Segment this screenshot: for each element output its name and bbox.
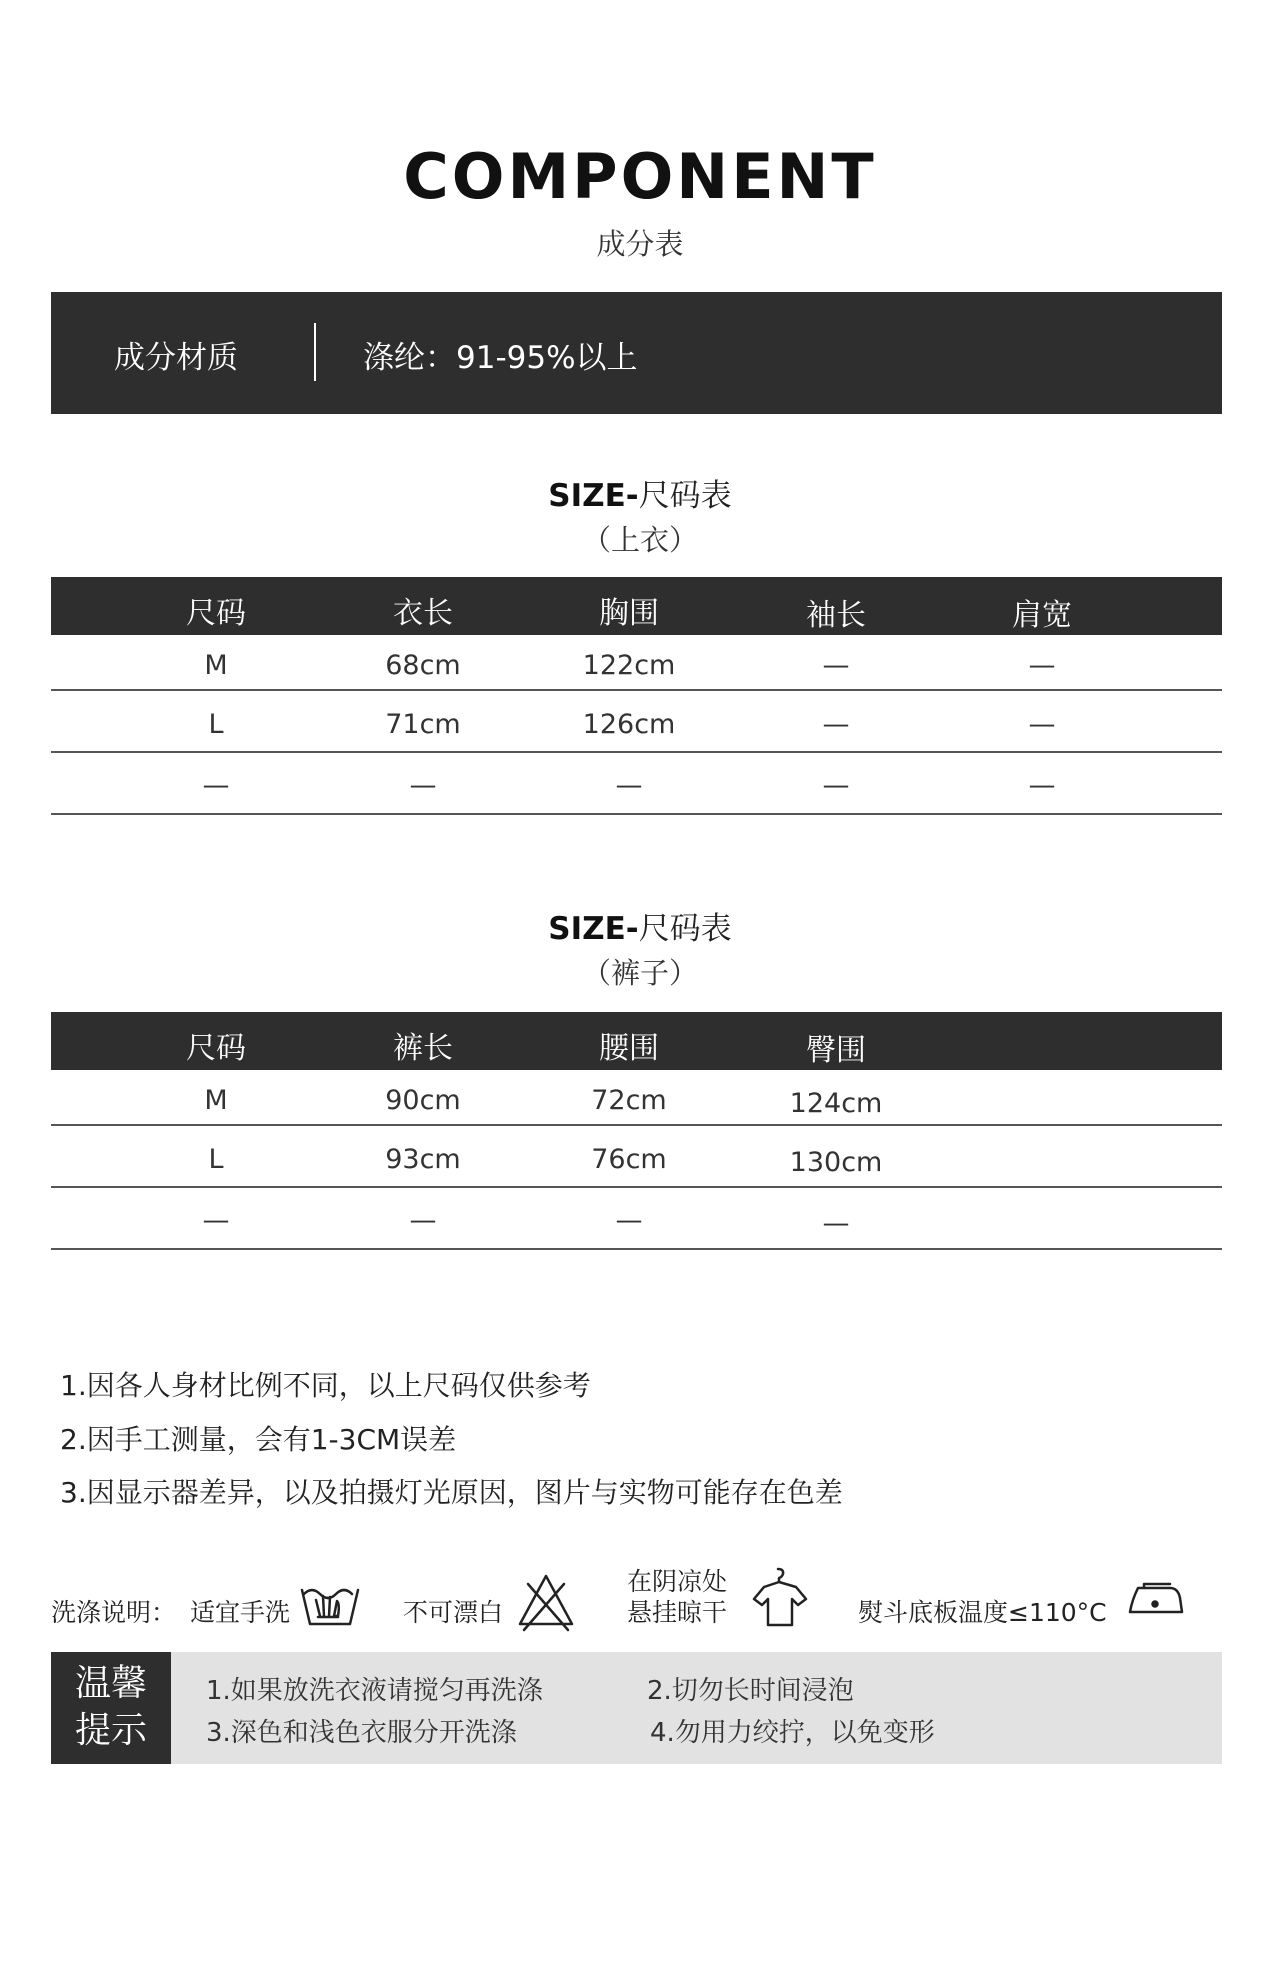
pants-row3-hip: — bbox=[822, 1208, 850, 1239]
top-row1-sleeve: — bbox=[822, 650, 850, 681]
tips-heading-line1: 温馨 bbox=[74, 1663, 147, 1704]
note-2: 2.因手工测量，会有1-3CM误差 bbox=[60, 1423, 457, 1456]
pants-row3-waist: — bbox=[615, 1205, 643, 1236]
pants-row1-length: 90cm bbox=[385, 1085, 461, 1116]
composition-divider bbox=[314, 323, 316, 381]
top-header-size: 尺码 bbox=[186, 596, 246, 631]
note-1: 1.因各人身材比例不同，以上尺码仅供参考 bbox=[60, 1369, 591, 1402]
pants-header-length: 裤长 bbox=[393, 1031, 453, 1066]
top-size-title-bold: SIZE- bbox=[548, 478, 639, 514]
pants-size-title-rest: 尺码表 bbox=[638, 911, 732, 947]
top-size-title bbox=[0, 470, 1280, 515]
pants-size-title-bold: SIZE- bbox=[548, 911, 639, 947]
pants-row2-length: 93cm bbox=[385, 1144, 461, 1175]
hand-wash-icon bbox=[298, 1572, 362, 1636]
pants-row2-divider bbox=[51, 1186, 1222, 1188]
pants-row3-length: — bbox=[409, 1205, 437, 1236]
pants-header-hip: 臀围 bbox=[806, 1033, 866, 1068]
top-row1-length: 68cm bbox=[385, 650, 461, 681]
top-header-chest: 胸围 bbox=[599, 596, 659, 631]
top-row2-size: L bbox=[208, 709, 224, 740]
tip-3: 3.深色和浅色衣服分开洗涤 bbox=[206, 1718, 517, 1748]
page-title: COMPONENT bbox=[403, 140, 877, 213]
top-header-shoulder: 肩宽 bbox=[1012, 598, 1072, 633]
top-row3-length: — bbox=[409, 770, 437, 801]
tip-4: 4.勿用力绞拧，以免变形 bbox=[650, 1718, 935, 1748]
care-hang-dry-text-2: 悬挂晾干 bbox=[627, 1598, 728, 1627]
tips-heading bbox=[51, 1660, 171, 1754]
pants-row1-size: M bbox=[204, 1085, 228, 1116]
pants-row2-waist: 76cm bbox=[591, 1144, 667, 1175]
top-row1-size: M bbox=[204, 650, 228, 681]
top-header-length: 衣长 bbox=[393, 596, 453, 631]
top-header-sleeve: 袖长 bbox=[806, 598, 866, 633]
tips-heading-line2: 提示 bbox=[74, 1710, 147, 1751]
pants-row2-hip: 130cm bbox=[789, 1147, 883, 1178]
top-row3-divider bbox=[51, 813, 1222, 815]
no-bleach-icon bbox=[514, 1570, 578, 1634]
top-size-subtitle: （上衣） bbox=[581, 523, 698, 557]
top-row2-length: 71cm bbox=[385, 709, 461, 740]
pants-header-size: 尺码 bbox=[186, 1031, 246, 1066]
note-3: 3.因显示器差异，以及拍摄灯光原因，图片与实物可能存在色差 bbox=[60, 1476, 843, 1509]
composition-label: 成分材质 bbox=[114, 340, 238, 376]
page-subtitle: 成分表 bbox=[596, 227, 684, 261]
iron-icon bbox=[1124, 1578, 1188, 1642]
pants-row3-divider bbox=[51, 1248, 1222, 1250]
pants-header-waist: 腰围 bbox=[599, 1031, 659, 1066]
top-row2-sleeve: — bbox=[822, 709, 850, 740]
pants-row1-divider bbox=[51, 1124, 1222, 1126]
care-no-bleach-text: 不可漂白 bbox=[403, 1598, 504, 1627]
top-row1-chest: 122cm bbox=[582, 650, 676, 681]
top-row3-chest: — bbox=[615, 770, 643, 801]
tip-2: 2.切勿长时间浸泡 bbox=[647, 1676, 854, 1706]
top-row3-shoulder: — bbox=[1028, 770, 1056, 801]
top-row2-divider bbox=[51, 751, 1222, 753]
care-hand-wash-text: 适宜手洗 bbox=[190, 1598, 291, 1627]
care-hang-dry-text-1: 在阴凉处 bbox=[627, 1567, 728, 1596]
top-row2-chest: 126cm bbox=[582, 709, 676, 740]
top-row1-divider bbox=[51, 689, 1222, 691]
pants-size-subtitle: （裤子） bbox=[581, 956, 698, 990]
care-iron-text: 熨斗底板温度≤110°C bbox=[858, 1598, 1107, 1627]
top-row3-size: — bbox=[202, 770, 230, 801]
top-row3-sleeve: — bbox=[822, 770, 850, 801]
care-label: 洗涤说明： bbox=[51, 1598, 177, 1627]
hang-dry-icon bbox=[748, 1565, 812, 1629]
pants-size-title bbox=[0, 903, 1280, 948]
pants-row1-hip: 124cm bbox=[789, 1088, 883, 1119]
pants-row1-waist: 72cm bbox=[591, 1085, 667, 1116]
tip-1: 1.如果放洗衣液请搅匀再洗涤 bbox=[206, 1676, 543, 1706]
top-row1-shoulder: — bbox=[1028, 650, 1056, 681]
composition-value: 涤纶：91-95%以上 bbox=[363, 340, 638, 376]
pants-row2-size: L bbox=[208, 1144, 224, 1175]
pants-row3-size: — bbox=[202, 1205, 230, 1236]
top-row2-shoulder: — bbox=[1028, 709, 1056, 740]
top-size-title-rest: 尺码表 bbox=[638, 478, 732, 514]
